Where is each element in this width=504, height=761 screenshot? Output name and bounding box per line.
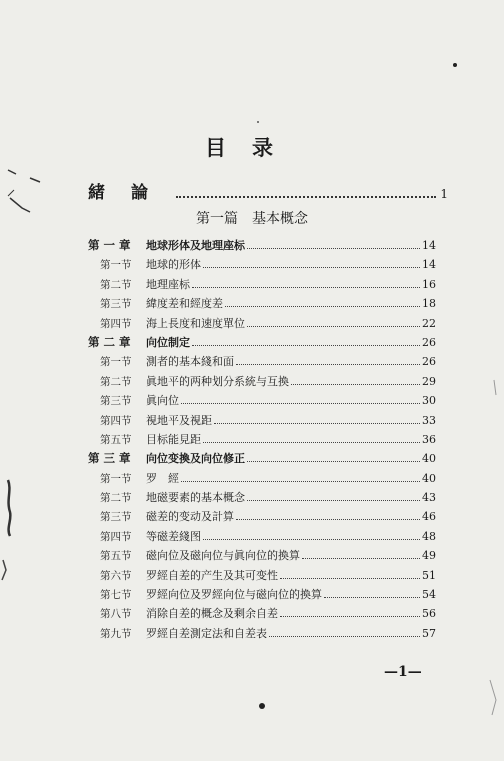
- entry-number: 第六节: [100, 569, 132, 582]
- entry-number: 第四节: [100, 317, 132, 330]
- entry-number: 第 一 章: [88, 238, 131, 252]
- entry-title: 眞向位: [146, 394, 179, 408]
- entry-page-number: 48: [422, 529, 436, 543]
- entry-page-number: 46: [422, 510, 436, 524]
- entry-number: 第四节: [100, 530, 132, 543]
- entry-title: 向位变換及向位修正: [146, 452, 245, 466]
- page-number: —1—: [384, 664, 422, 680]
- page-title: 目录: [205, 135, 299, 160]
- entry-title: 緯度差和經度差: [146, 297, 223, 311]
- entry-number: 第 二 章: [88, 334, 131, 349]
- entry-title: 罗經自差的产生及其可变性: [146, 568, 278, 582]
- entry-title: 罗經向位及罗經向位与磁向位的換算: [146, 588, 322, 602]
- entry-page-number: 30: [422, 394, 436, 408]
- entry-page-number: 22: [422, 316, 436, 330]
- entry-title: 地球的形体: [146, 258, 201, 272]
- entry-number: 第五节: [100, 550, 132, 563]
- entry-page-number: 14: [422, 258, 436, 272]
- entry-page-number: 40: [422, 471, 436, 485]
- entry-number: 第三节: [100, 298, 132, 311]
- entry-number: 第二节: [100, 375, 132, 388]
- entry-number: 第一节: [100, 472, 132, 485]
- entry-number: 第七节: [100, 589, 132, 602]
- entry-number: 第一节: [100, 356, 132, 369]
- entry-page-number: 54: [422, 588, 436, 602]
- entry-number: 第二节: [100, 492, 132, 505]
- entry-title: 地磁要素的基本概念: [146, 491, 245, 505]
- entry-title: 地理座标: [146, 277, 190, 291]
- entry-title: 磁向位及磁向位与眞向位的換算: [146, 549, 300, 563]
- entry-page-number: 26: [422, 355, 436, 369]
- entry-title: 向位制定: [146, 335, 190, 349]
- part-title: 第一篇 基本概念: [196, 211, 308, 227]
- entry-number: 第二节: [100, 278, 132, 291]
- entry-number: 第三节: [100, 395, 132, 408]
- entry-page-number: 26: [422, 335, 436, 349]
- entry-page-number: 29: [422, 374, 436, 388]
- entry-title: 眞地平的两种划分系統与互換: [146, 374, 289, 388]
- entry-number: 第八节: [100, 608, 132, 621]
- entry-number: 第一节: [100, 259, 132, 272]
- entry-page-number: 57: [422, 626, 436, 640]
- entry-title: 地球形体及地理座标: [146, 239, 245, 252]
- entry-title: 罗 經: [146, 471, 179, 485]
- entry-title: 海上長度和速度單位: [146, 316, 245, 330]
- entry-number: 第三节: [100, 511, 132, 524]
- entry-number: 第五节: [100, 433, 132, 446]
- entry-title: 等磁差綫图: [146, 529, 201, 543]
- entry-number: 第九节: [100, 627, 132, 640]
- entry-title: 磁差的变动及計算: [146, 510, 234, 524]
- entry-page-number: 40: [422, 452, 436, 466]
- entry-page-number: 18: [422, 297, 436, 311]
- entry-page-number: 49: [422, 549, 436, 563]
- entry-title: 視地平及視距: [146, 413, 212, 427]
- intro-page-number: 1: [440, 187, 448, 201]
- entry-title: 罗經自差測定法和自差表: [146, 626, 267, 640]
- entry-page-number: 33: [422, 413, 436, 427]
- entry-page-number: 51: [422, 568, 436, 582]
- intro-label: 緒論: [88, 183, 174, 203]
- entry-page-number: 14: [422, 239, 436, 252]
- entry-number: 第四节: [100, 414, 132, 427]
- entry-number: 第 三 章: [88, 451, 131, 466]
- entry-title: 目标能見距: [146, 432, 201, 446]
- entry-page-number: 43: [422, 491, 436, 505]
- entry-page-number: 56: [422, 607, 436, 621]
- entry-title: 消除自差的概念及剩余自差: [146, 607, 278, 621]
- entry-title: 測者的基本綫和面: [146, 355, 234, 369]
- entry-page-number: 36: [422, 432, 436, 446]
- entry-page-number: 16: [422, 277, 436, 291]
